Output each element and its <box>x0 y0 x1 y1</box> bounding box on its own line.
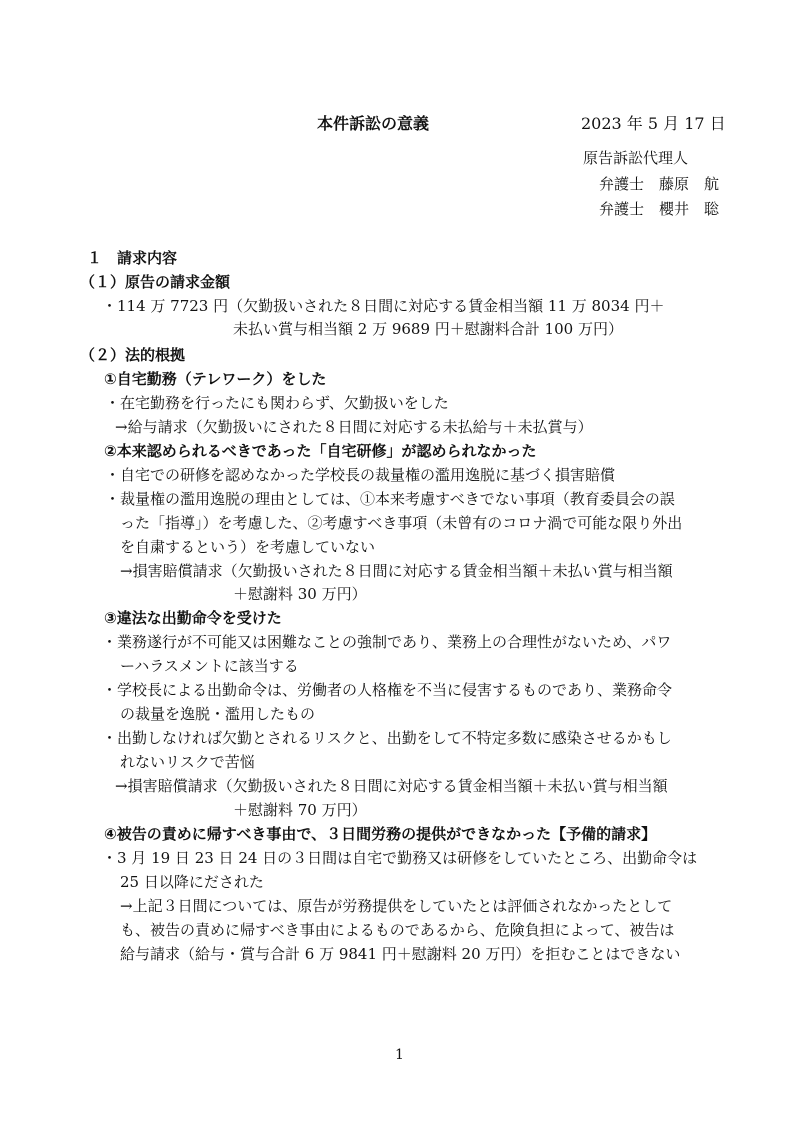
claim-amount-line-1: ・114 万 7723 円（欠勤扱いされた８日間に対応する賃金相当額 11 万 8034 円＋ <box>102 297 665 315</box>
author-role: 原告訴訟代理人 <box>583 149 689 167</box>
item-heading-1: ①自宅勤務（テレワーク）をした <box>104 370 327 388</box>
item2-line: →損害賠償請求（欠勤扱いされた８日間に対応する賃金相当額＋未払い賞与相当額 <box>120 562 673 580</box>
item-heading-3: ③違法な出勤命令を受けた <box>104 609 282 627</box>
item1-line: ・在宅勤務を行ったにも関わらず、欠勤扱いをした <box>105 394 449 412</box>
item3-line: れないリスクで苦悩 <box>120 753 255 771</box>
lawyer-name-1: 弁護士 藤原 航 <box>599 175 720 193</box>
item3-line: ーハラスメントに該当する <box>120 657 299 675</box>
item4-line: 給与請求（給与・賞与合計 6 万 9841 円＋慰謝料 20 万円）を拒むことはできない <box>120 945 681 963</box>
page-number: 1 <box>395 1047 404 1063</box>
item3-line: ＋慰謝料 70 万円） <box>233 801 367 819</box>
item4-line: 25 日以降にだされた <box>120 873 264 891</box>
page-title: 本件訴訟の意義 <box>317 114 430 133</box>
subsection-heading-1: （１）原告の請求金額 <box>80 273 231 291</box>
item1-line: →給与請求（欠勤扱いにされた８日間に対応する未払給与＋未払賞与） <box>115 418 593 436</box>
item3-line: ・業務遂行が不可能又は困難なことの強制であり、業務上の合理性がないため、パワ <box>102 633 672 651</box>
item2-line: ＋慰謝料 30 万円） <box>233 585 367 603</box>
lawyer-name-2: 弁護士 櫻井 聡 <box>599 200 720 218</box>
item4-line: も、被告の責めに帰すべき事由によるものであるから、危険負担によって、被告は <box>120 921 675 939</box>
document-date: 2023 年 5 月 17 日 <box>581 114 726 133</box>
item4-line: ・3 月 19 日 23 日 24 日の３日間は自宅で勤務又は研修をしていたところ、出勤命令は <box>102 849 698 867</box>
item2-line: を自粛するという）を考慮していない <box>120 538 376 556</box>
subsection-heading-2: （２）法的根拠 <box>80 346 186 364</box>
item2-line: った「指導」）を考慮した、②考慮すべき事項（未曾有のコロナ渦で可能な限り外出 <box>120 514 683 532</box>
item2-line: ・裁量権の濫用逸脱の理由としては、①本来考慮すべきでない事項（教育委員会の誤 <box>105 490 675 508</box>
item3-line: →損害賠償請求（欠勤扱いされた８日間に対応する賃金相当額＋未払い賞与相当額 <box>115 777 668 795</box>
item3-line: の裁量を逸脱・濫用したもの <box>120 705 316 723</box>
claim-amount-line-2: 未払い賞与相当額 2 万 9689 円＋慰謝料合計 100 万円） <box>233 320 623 338</box>
item-heading-4: ④被告の責めに帰すべき事由で、３日間労務の提供ができなかった【予備的請求】 <box>104 825 657 843</box>
item3-line: ・出勤しなければ欠勤とされるリスクと、出勤をして不特定多数に感染させるかもし <box>102 729 672 747</box>
section-heading: １ 請求内容 <box>87 249 178 267</box>
item2-line: ・自宅での研修を認めなかった学校長の裁量権の濫用逸脱に基づく損害賠償 <box>105 466 616 484</box>
item3-line: ・学校長による出勤命令は、労働者の人格権を不当に侵害するものであり、業務命令 <box>102 681 673 699</box>
item4-line: →上記３日間については、原告が労務提供をしていたとは評価されなかったとして <box>120 897 673 915</box>
item-heading-2: ②本来認められるべきであった「自宅研修」が認められなかった <box>104 442 537 460</box>
